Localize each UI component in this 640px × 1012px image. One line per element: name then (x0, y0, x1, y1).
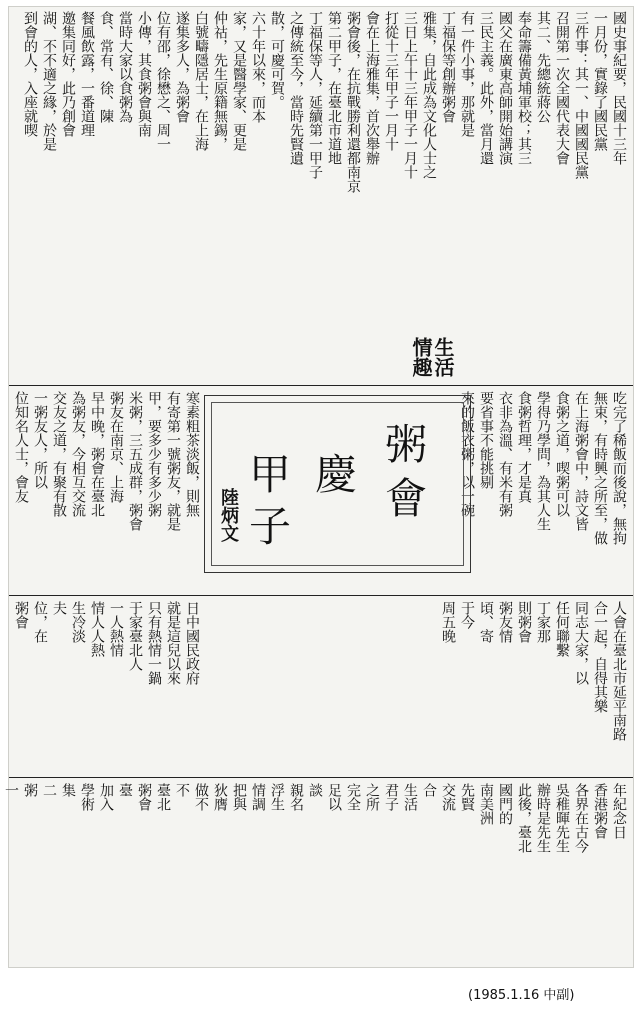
text-column: 之傳統至今，當時先賢遺 (288, 11, 304, 165)
text-column: 之所 (364, 783, 380, 811)
text-column: 同志大家，以 (573, 601, 589, 685)
source-date-caption: (1985.1.16 中副) (468, 988, 575, 1003)
text-column: 散，可慶可賀。 (269, 11, 285, 109)
text-column: 丁福保等創辦粥會 (440, 11, 456, 123)
text-column: 粥友在南京、上海 (108, 391, 124, 503)
text-column: 有一件小事，那就是 (459, 11, 475, 137)
text-column: 甲，要多少有多少粥 (146, 391, 162, 517)
text-column: 國門的 (497, 783, 513, 825)
title-char: 甲 (249, 450, 292, 499)
text-column: 三日上午十三年甲子一月十 (402, 11, 418, 179)
text-column: 國史事紀要，民國十三年 (611, 11, 627, 165)
text-column: 食、常有、徐、陳 (98, 11, 114, 123)
text-column: 到會的人，入座就喫 (22, 11, 38, 137)
title-char: 慶 (315, 450, 358, 499)
text-column: 做不 (193, 783, 209, 811)
text-column: 交友之道，有聚有散 (51, 391, 67, 517)
text-column: 二 (41, 783, 57, 797)
lower-right-text-block (440, 601, 627, 771)
text-column: 于家臺北人 (127, 601, 143, 671)
text-column: 臺 (117, 783, 133, 797)
text-column: 位，在 (32, 601, 48, 643)
text-column: 吳稚暉先生 (554, 783, 570, 853)
text-column: 香港粥會 (592, 783, 608, 839)
text-column: 衣非為溫、有米有粥 (497, 391, 513, 517)
text-column: 學術 (79, 783, 95, 811)
section-label: 生活 (431, 337, 455, 377)
left-middle-text-block (13, 391, 200, 587)
text-column: 浮生 (269, 783, 285, 811)
text-column: 于今 (459, 601, 475, 629)
text-column: 情調 (250, 783, 266, 811)
text-column: 有寄第一號粥友，就是 (165, 391, 181, 531)
text-column: 情人人熱 (89, 601, 105, 657)
text-column: 食粥哲理，才是真 (516, 391, 532, 503)
text-column: 臺北 (155, 783, 171, 811)
text-column: 年紀念日 (611, 783, 627, 839)
text-column: 完全 (345, 783, 361, 811)
text-column: 一 (3, 783, 19, 797)
text-column: 就是這兒以來 (165, 601, 181, 685)
text-column: 粥友情 (497, 601, 513, 643)
text-column: 粥會後，在抗戰勝利還都南京 (345, 11, 361, 193)
text-column: 家，又是醫學家、更是 (231, 11, 247, 151)
text-column: 則粥會 (516, 601, 532, 643)
text-column: 米粥，三五成群，粥會 (127, 391, 143, 531)
text-column: 早中晚，粥會在臺北 (89, 391, 105, 517)
text-column: 不 (174, 783, 190, 797)
text-column: 生活 (402, 783, 418, 811)
title-char: 粥 (385, 420, 428, 469)
right-middle-text-block (459, 391, 627, 587)
text-column: 學得乃學問，為其人生 (535, 391, 551, 531)
text-column: 南美洲 (478, 783, 494, 825)
text-column: 親名 (288, 783, 304, 811)
text-column: 小傳，其食粥會與南 (136, 11, 152, 137)
lower-left-text-block (13, 601, 200, 771)
text-column: 此後，臺北 (516, 783, 532, 853)
text-column: 周五晚 (440, 601, 456, 643)
text-column: 食粥之道，喫粥可以 (554, 391, 570, 517)
text-column: 交流 (440, 783, 456, 811)
text-column: 集 (60, 783, 76, 797)
text-column: 六十年以來，而本 (250, 11, 266, 123)
text-column: 丁家那 (535, 601, 551, 643)
text-column: 頃、寄 (478, 601, 494, 643)
text-column: 一月份，實錄了國民黨 (592, 11, 608, 151)
text-column: 寒素粗茶淡飯，則無 (184, 391, 200, 517)
divider-line (9, 385, 633, 386)
text-column: 在上海粥會中，詩文皆 (573, 391, 589, 531)
article-title-box (204, 395, 471, 573)
text-column: 粥會 (13, 601, 29, 629)
text-column: 加入 (98, 783, 114, 811)
text-column: 粥 (22, 783, 38, 797)
text-column: 湖、不不適之緣，於是 (41, 11, 57, 151)
text-column: 粥會 (136, 783, 152, 811)
text-column: 把與 (231, 783, 247, 811)
text-column: 來的飯衣粥，以一碗 (459, 391, 475, 517)
text-column: 足以 (326, 783, 342, 811)
text-column: 一人熱情 (108, 601, 124, 657)
bottom-text-block (0, 783, 627, 961)
text-column: 各界在古今 (573, 783, 589, 853)
text-column: 吃完了稀飯而後說，無拘 (611, 391, 627, 545)
section-label: 情趣 (409, 337, 433, 377)
text-column: 夫 (51, 601, 67, 615)
title-char: 子 (249, 502, 292, 551)
text-column: 生冷淡 (70, 601, 86, 643)
text-column: 當時大家以食粥為 (117, 11, 133, 123)
text-column: 只有熱情一鍋 (146, 601, 162, 685)
text-column: 邀集同好，此乃創會 (60, 11, 76, 137)
upper-right-text-block (22, 11, 627, 381)
text-column: 任何聯繫 (554, 601, 570, 657)
text-column: 談 (307, 783, 323, 797)
newspaper-clipping (3, 6, 634, 968)
text-column: 餐風飲露，一番道理 (79, 11, 95, 137)
author-name: 陸炳文 (218, 488, 239, 542)
text-column: 會在上海雅集，首次舉辦 (364, 11, 380, 165)
text-column: 無束，有時興之所至，做 (592, 391, 608, 545)
text-column: 人會在臺北市延平南路 (611, 601, 627, 741)
divider-line (9, 595, 633, 596)
title-char: 會 (385, 474, 428, 523)
text-column: 要省事不能挑剔 (478, 391, 494, 489)
text-column: 仲祜，先生原籍無錫， (212, 11, 228, 151)
text-column: 為粥友，今相互交流 (70, 391, 86, 517)
text-column: 雅集，自此成為文化人士之 (421, 11, 437, 179)
text-column: 先賢 (459, 783, 475, 811)
text-column: 位有邵，徐懋之、周一 (155, 11, 171, 151)
text-column: 丁福保等人，延續第一甲子 (307, 11, 323, 179)
text-column: 合一起，自得其樂 (592, 601, 608, 713)
text-column: 第二甲子，在臺北市道地 (326, 11, 342, 165)
text-column: 其二、先總統蔣公 (535, 11, 551, 123)
text-column: 位知名人士，會友 (13, 391, 29, 503)
text-column: 白號疇隱居士，在上海 (193, 11, 209, 151)
text-column: 國父在廣東高師開始講演 (497, 11, 513, 165)
text-column: 奉命籌備黃埔軍校；其三 (516, 11, 532, 165)
text-column: 合 (421, 783, 437, 797)
text-column: 召開第一次全國代表大會 (554, 11, 570, 165)
text-column: 遂集多人，為粥會 (174, 11, 190, 123)
text-column: 狄膺 (212, 783, 228, 811)
text-column: 三件事：其一、中國國民黨 (573, 11, 589, 179)
text-column: 三民主義。此外，當月還 (478, 11, 494, 165)
divider-line (9, 777, 633, 778)
text-column: 辦時是先生 (535, 783, 551, 853)
text-column: 打從十三年甲子一月十 (383, 11, 399, 151)
text-column: 日中國民政府 (184, 601, 200, 685)
text-column: 一粥友人，所以 (32, 391, 48, 489)
text-column: 君子 (383, 783, 399, 811)
